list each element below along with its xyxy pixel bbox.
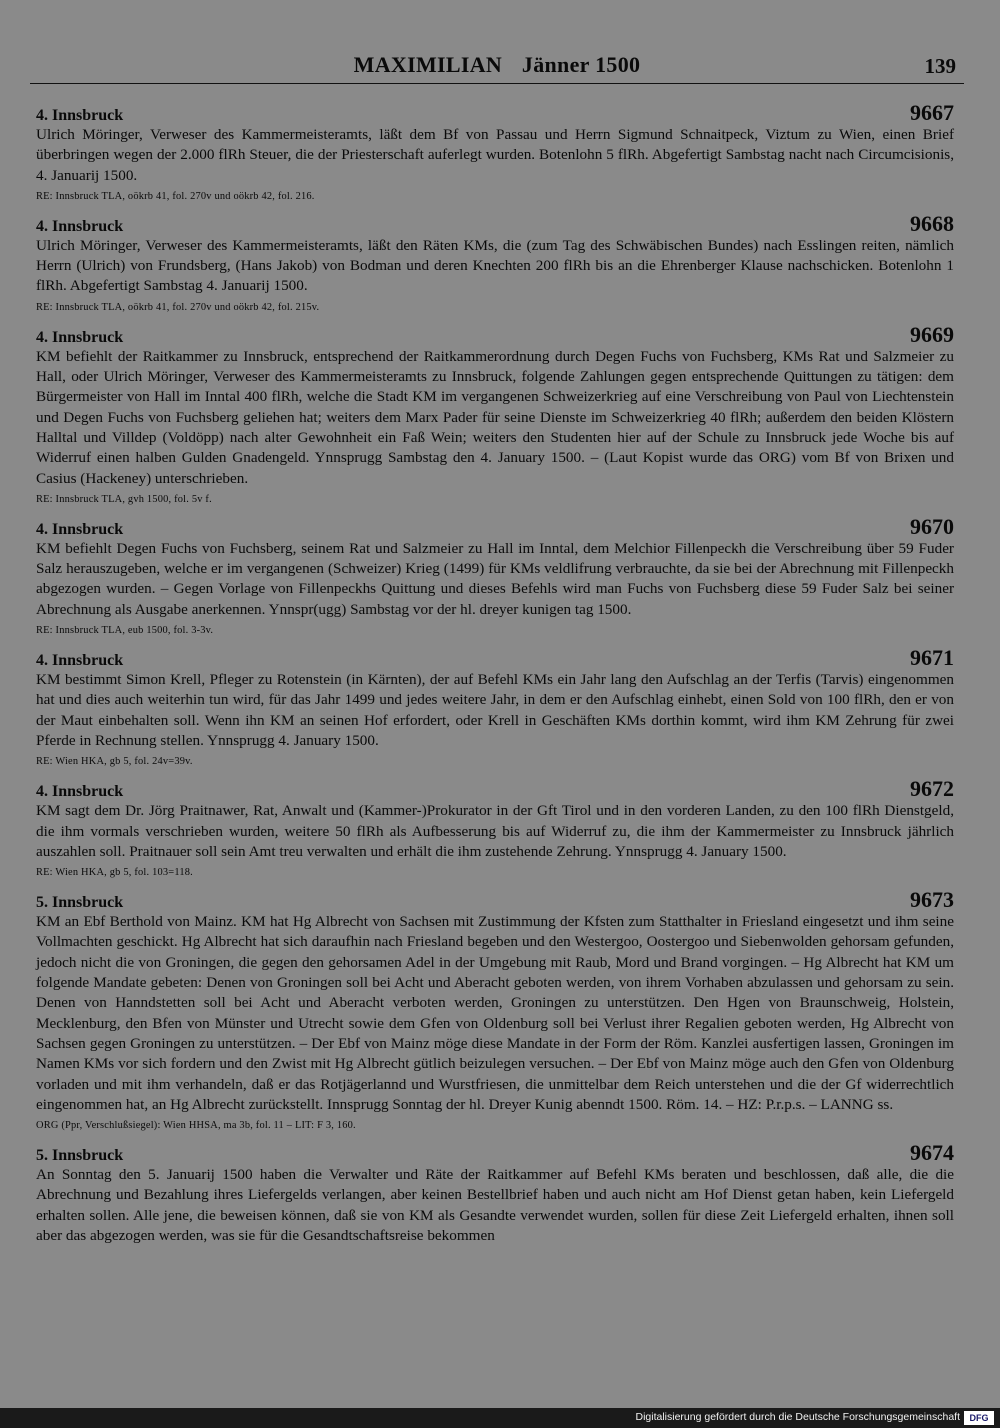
entry-9673 [36,887,954,1134]
entry-number: 9668 [910,210,954,236]
dfg-logo: DFG [964,1411,994,1425]
entry-9667 [36,100,954,205]
entry-body: An Sonntag den 5. Januarij 1500 haben die Verwalter und Räte der Raitkammer auf Befehl KMs beraten und beschlossen, daß alle, die die Abrechnung und Bezahlung ihres Liefergelds verlangen, aber keinen Bestellbrief haben und auch nicht am Hof Dienst getan haben, kein Liefergeld erhalten sollen. Alle jene, die beweisen können, daß sie von KM als Gesandte verwendet wurden, sollen für diese Zeit Liefergeld erhalten, ihnen soll aber das abgezogen werden, was sie für die Gesandtschaftsreise bekommen [36,1166,954,1244]
entry-body: KM befiehlt Degen Fuchs von Fuchsberg, seinem Rat und Salzmeier zu Hall im Inntal, dem Melchior Fillenpeckh die Verschreibung über 59 Fuder Salz herauszugeben, welche er im vergangenen (Schweizer) Krieg (1499) für KMs veldlifrung verbrauchte, da sie bei der Abrechnung mit Fillenpeckh abgezogen wurden. – Gegen Vorlage von Fillenpeckhs Quittung und dieses Befehls wird man Fuchs von Fuchsberg diese 59 Fuder Salz bei seiner Abrechnung als Ausgabe anerkennen. Ynnspr(ugg) Sambstag vor der hl. dreyer kunigen tag 1500. [36,539,954,618]
entry-source: ORG (Ppr, Verschlußsiegel): Wien HHSA, ma 3b, fol. 11 – LIT: F 3, 160. [36,1120,356,1132]
entry-head [36,210,954,236]
entry-head [36,1140,954,1166]
footer-credit: Digitalisierung gefördert durch die Deutsche Forschungsgemeinschaft [635,1411,960,1423]
header-name: MAXIMILIAN [353,52,503,77]
entry-9669 [36,321,954,508]
header-rule [30,83,964,84]
entry-source: RE: Innsbruck TLA, oökrb 41, fol. 270v und oökrb 42, fol. 216. [36,190,315,202]
entry-9671 [36,645,954,770]
entry-source: RE: Innsbruck TLA, oökrb 41, fol. 270v und oökrb 42, fol. 215v. [36,301,320,313]
entry-9672 [36,776,954,881]
entry-place: 4. Innsbruck [36,520,124,538]
entry-body: KM bestimmt Simon Krell, Pfleger zu Rotenstein (in Kärnten), der auf Befehl KMs ein Jahr lang den Aufschlag an der Terfis (Tarvis) eingenommen hat und dies auch weiterhin tun wird, für das Jahr 1499 und jedes weitere Jahr, in dem er den Aufschlag einhebt, einen Sold von 100 flRh, den er von der Maut einbehalten soll. Wenn ihn KM an seinen Hof erfordert, oder Krell in Geschäften KMs dorthin kommt, wird ihm KM Zehrung für zwei Pferde in Rechnung stellen. Ynnsprugg 4. January 1500. [36,671,954,749]
running-header [30,52,964,86]
entry-9674 [36,1140,954,1246]
entry-place: 4. Innsbruck [36,783,124,801]
entry-9668 [36,210,954,316]
entry-head [36,321,954,347]
entry-head [36,887,954,913]
entry-place: 5. Innsbruck [36,894,124,912]
entry-source: RE: Innsbruck TLA, eub 1500, fol. 3-3v. [36,625,214,637]
entry-source: RE: Innsbruck TLA, gvh 1500, fol. 5v f. [36,493,212,505]
digitization-footer [0,1408,1000,1428]
entry-source: RE: Wien HKA, gb 5, fol. 103=118. [36,867,193,879]
entry-number: 9671 [910,645,954,671]
header-title [30,52,964,78]
entry-place: 4. Innsbruck [36,328,124,346]
entry-number: 9670 [910,513,954,539]
entry-number: 9672 [910,776,954,802]
entry-body: Ulrich Möringer, Verweser des Kammermeisteramts, läßt dem Bf von Passau und Herrn Sigmund Schnaitpeck, Viztum zu Wien, einen Brief überbringen wegen der 2.000 flRh Steuer, die der Priesterschaft auferlegt wurden. Botenlohn 5 flRh. Abgefertigt Sambstag nacht nach Circumcisionis, 4. Januarij 1500. [36,126,954,184]
entry-place: 5. Innsbruck [36,1147,124,1165]
entry-place: 4. Innsbruck [36,217,124,235]
entry-number: 9669 [910,321,954,347]
page-number: 139 [924,54,956,78]
entry-source: RE: Wien HKA, gb 5, fol. 24v=39v. [36,756,193,768]
entries-list [36,100,954,1256]
entry-body: KM an Ebf Berthold von Mainz. KM hat Hg Albrecht von Sachsen mit Zustimmung der Kfsten zum Statthalter in Friesland eingesetzt und ihm seine Vollmachten geschickt. Hg Albrecht hat sich daraufhin nach Friesland begeben und den Westergoo, Oostergoo und Siebenwolden gehorsam gefunden, jedoch nicht die von Groningen, die gegen den gehorsamen Adel in der Umgebung mit Raub, Mord und Brand vorgingen. – Hg Albrecht hat KM um folgende Mandate gebeten: Denen von Groningen soll bei Acht und Aberacht geboten werden, von ihrem Vorhaben abzulassen und gehorsam zu sein. Denen von Hanndstetten soll bei Acht und Aberacht verboten werden, Groningen zu unterstützen. Den Hgen von Braunschweig, Holstein, Mecklenburg, den Bfen von Münster und Utrecht sowie dem Gfen von Oldenburg soll bei Verlust ihrer Regalien geboten werden, Hg Albrecht von Sachsen gegen Groningen zu unterstützen. – Der Ebf von Mainz möge diese Mandate in der Form der Röm. Kanzlei ausfertigen lassen, Groningen im Namen KMs vor sich fordern und den Zwist mit Hg Albrecht gütlich beizulegen versuchen. – Der Ebf von Mainz möge auch den Gfen von Oldenburg vorladen und mit ihm verhandeln, daß er das Rotjägerlannd und Wurstfriesen, die unmittelbar dem Reich unterstehen und die der Gf widerrechtlich eingenommen hat, an Hg Albrecht zurückstellt. Innsprugg Sonntag der hl. Dreyer Kunig abenndt 1500. Röm. 14. – HZ: P.r.p.s. – LANNG ss. [36,913,954,1113]
entry-head [36,513,954,539]
entry-body: KM befiehlt der Raitkammer zu Innsbruck, entsprechend der Raitkammerordnung durch Degen Fuchs von Fuchsberg, KMs Rat und Salzmeier zu Hall, oder Ulrich Möringer, Verweser des Kammermeisteramts zu Innsbruck, folgende Zahlungen gegen entsprechende Quittungen zu tätigen: dem Bürgermeister von Hall im Inntal 400 flRh, welche die Stadt KM im vergangenen Schweizerkrieg auf eine Verschreibung von Paul von Liechtenstein und Degen Fuchs von Fuchsberg geliehen hat; weiters dem Marx Pader für seine Dienste im Schweizerkrieg 40 flRh; außerdem den beiden Klöstern Halltal und Villdep (Voldöpp) nach alter Gewohnheit ein Faß Wein; weiters den Studenten hier auf der Schule zu Innsbruck jede Woche bis auf Widerruf einen halben Gulden Gnadengeld. Ynnsprugg Sambstag den 4. January 1500. – (Laut Kopist wurde das ORG) vom Bf von Brixen und Casius (Hackeney) unterschrieben. [36,347,954,487]
entry-9670 [36,513,954,639]
entry-place: 4. Innsbruck [36,652,124,670]
header-date: Jänner 1500 [521,52,641,77]
entry-head [36,645,954,671]
entry-head [36,776,954,802]
entry-number: 9673 [910,887,954,913]
entry-body: Ulrich Möringer, Verweser des Kammermeisteramts, läßt den Räten KMs, die (zum Tag des Schwäbischen Bundes) nach Esslingen reiten, nämlich Herrn (Ulrich) von Frundsberg, (Hans Jakob) von Bodman und deren Knechten 200 flRh bis an die Ehrenberger Klause nachschicken. Botenlohn 1 flRh. Abgefertigt Sambstag 4. Januarij 1500. [36,236,954,295]
entry-place: 4. Innsbruck [36,107,124,124]
entry-number: 9674 [910,1140,954,1166]
entry-body: KM sagt dem Dr. Jörg Praitnawer, Rat, Anwalt und (Kammer-)Prokurator in der Gft Tirol und in den vorderen Landen, zu den 100 flRh Dienstgeld, die ihm vormals verschrieben wurden, weitere 50 flRh als Aufbesserung bis auf Widerruf zu, die ihm der Kammermeister zu Innsbruck jährlich auszahlen soll. Praitnauer soll sein Amt treu verwalten und erhält die ihm zustehende Zehrung. Ynnsprugg 4. January 1500. [36,802,954,860]
entry-number: 9667 [910,100,954,125]
entry-head [36,100,954,125]
